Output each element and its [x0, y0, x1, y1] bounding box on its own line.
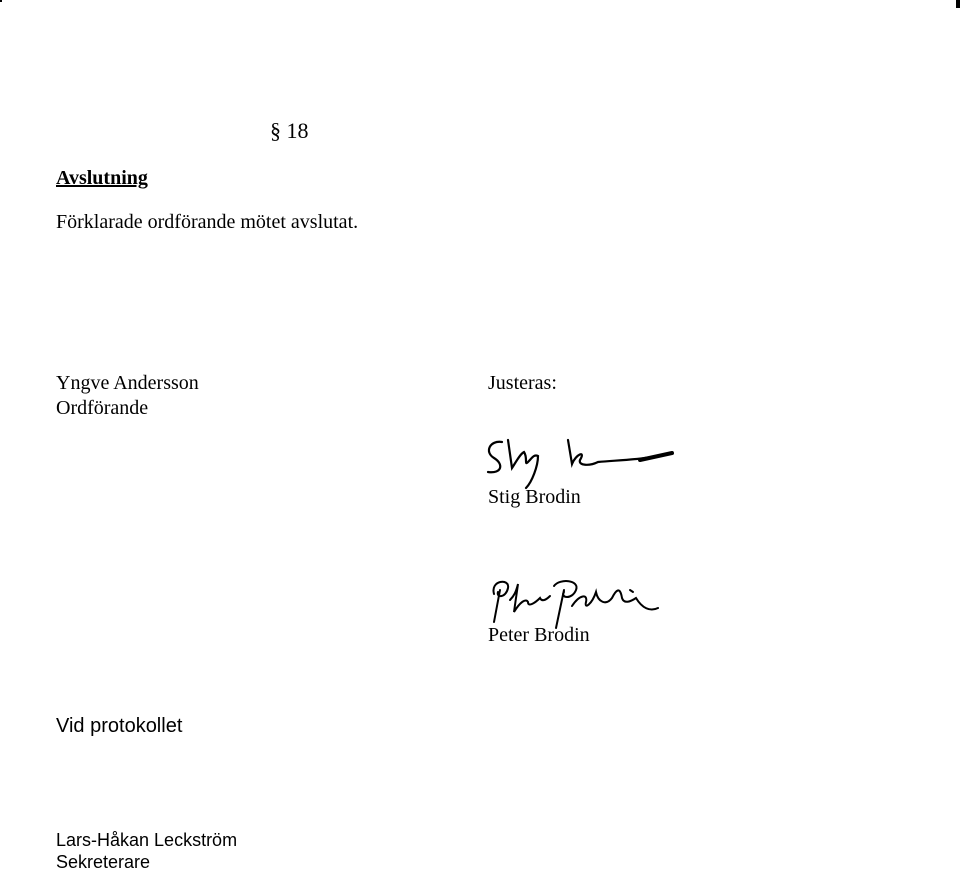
minutes-label: Vid protokollet — [56, 715, 183, 737]
scan-mark-right — [956, 0, 960, 8]
secretary-name: Lars-Håkan Leckström — [56, 830, 238, 850]
signer-name-peter: Peter Brodin — [488, 624, 590, 646]
secretary-role: Sekreterare — [56, 852, 151, 872]
chair-role: Ordförande — [56, 397, 149, 419]
signer-name-stig: Stig Brodin — [488, 486, 581, 508]
body-text: Förklarade ordförande mötet avslutat. — [56, 211, 359, 233]
section-heading: Avslutning — [56, 167, 148, 189]
scan-mark-left — [0, 0, 2, 2]
adjusters-label: Justeras: — [488, 372, 557, 394]
section-number: § 18 — [270, 118, 309, 143]
signature-peter-brodin — [480, 572, 670, 632]
chair-name: Yngve Andersson — [56, 372, 199, 394]
signature-stig-brodin — [480, 432, 680, 492]
